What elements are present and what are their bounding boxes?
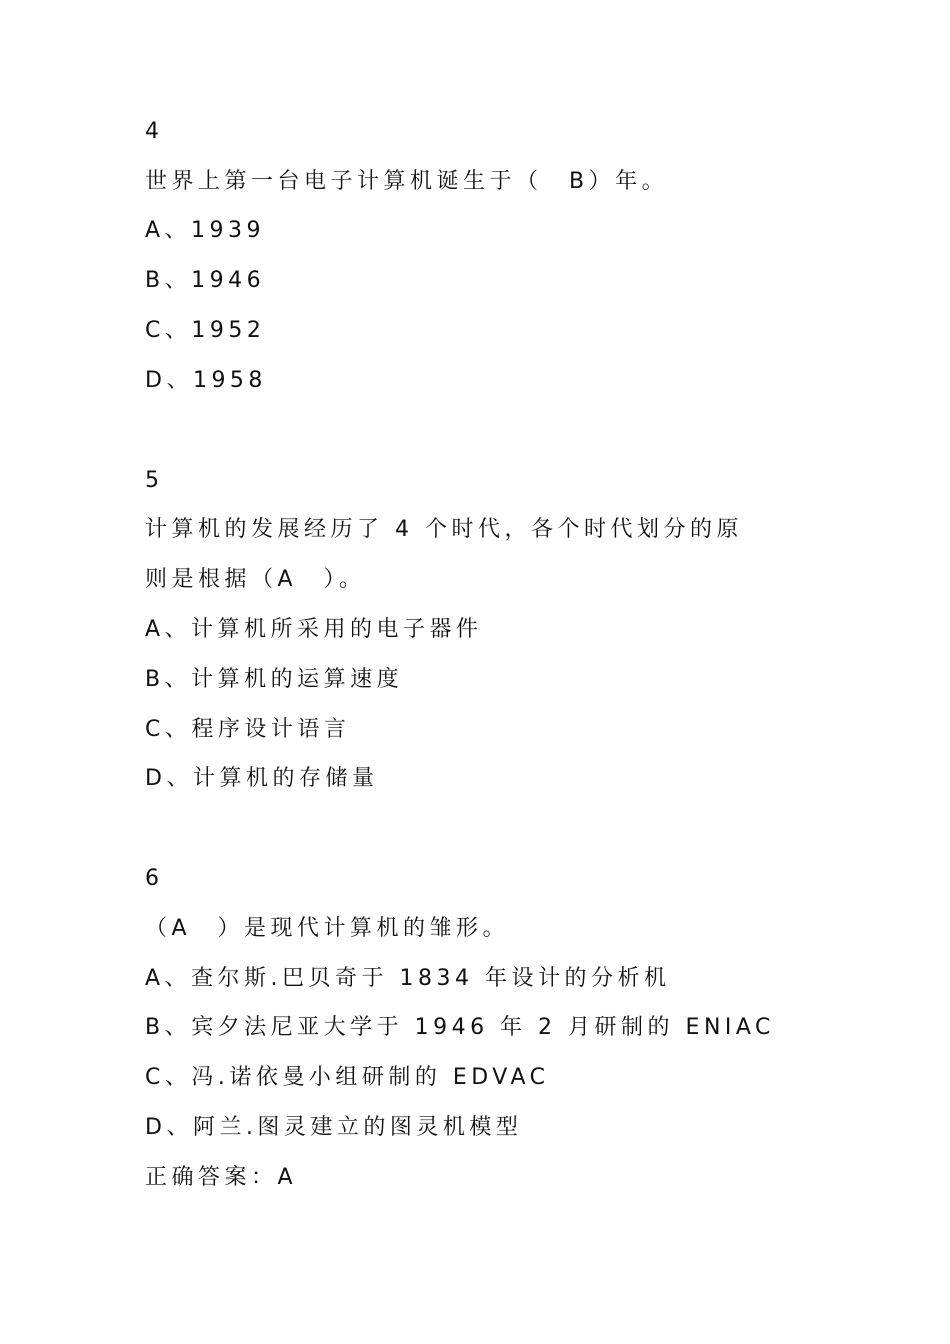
- question-6-answer: 正确答案：A: [145, 1165, 298, 1190]
- question-4-option-b: B、1946: [145, 268, 266, 293]
- question-5-number: 5: [145, 468, 164, 493]
- question-6-option-c: C、冯.诺依曼小组研制的 EDVAC: [145, 1065, 550, 1090]
- question-6-option-d: D、阿兰.图灵建立的图灵机模型: [145, 1115, 523, 1140]
- question-6-option-b: B、宾夕法尼亚大学于 1946 年 2 月研制的 ENIAC: [145, 1015, 775, 1040]
- question-5-option-d: D、计算机的存储量: [145, 766, 379, 791]
- question-5-stem-line-1: 计算机的发展经历了 4 个时代，各个时代划分的原: [145, 517, 743, 542]
- question-4-stem: 世界上第一台电子计算机诞生于（ B）年。: [145, 169, 669, 194]
- question-6-stem: （A ）是现代计算机的雏形。: [145, 916, 510, 941]
- question-4-option-d: D、1958: [145, 368, 267, 393]
- question-5-option-b: B、计算机的运算速度: [145, 667, 404, 692]
- question-6-number: 6: [145, 866, 164, 891]
- question-5-option-a: A、计算机所采用的电子器件: [145, 617, 483, 642]
- question-6-option-a: A、查尔斯.巴贝奇于 1834 年设计的分析机: [145, 966, 671, 991]
- question-5-option-c: C、程序设计语言: [145, 717, 351, 742]
- question-5-stem-line-2: 则是根据（A ）。: [145, 567, 366, 592]
- question-4-option-c: C、1952: [145, 318, 266, 343]
- question-4-number: 4: [145, 119, 164, 144]
- question-4-option-a: A、1939: [145, 218, 266, 243]
